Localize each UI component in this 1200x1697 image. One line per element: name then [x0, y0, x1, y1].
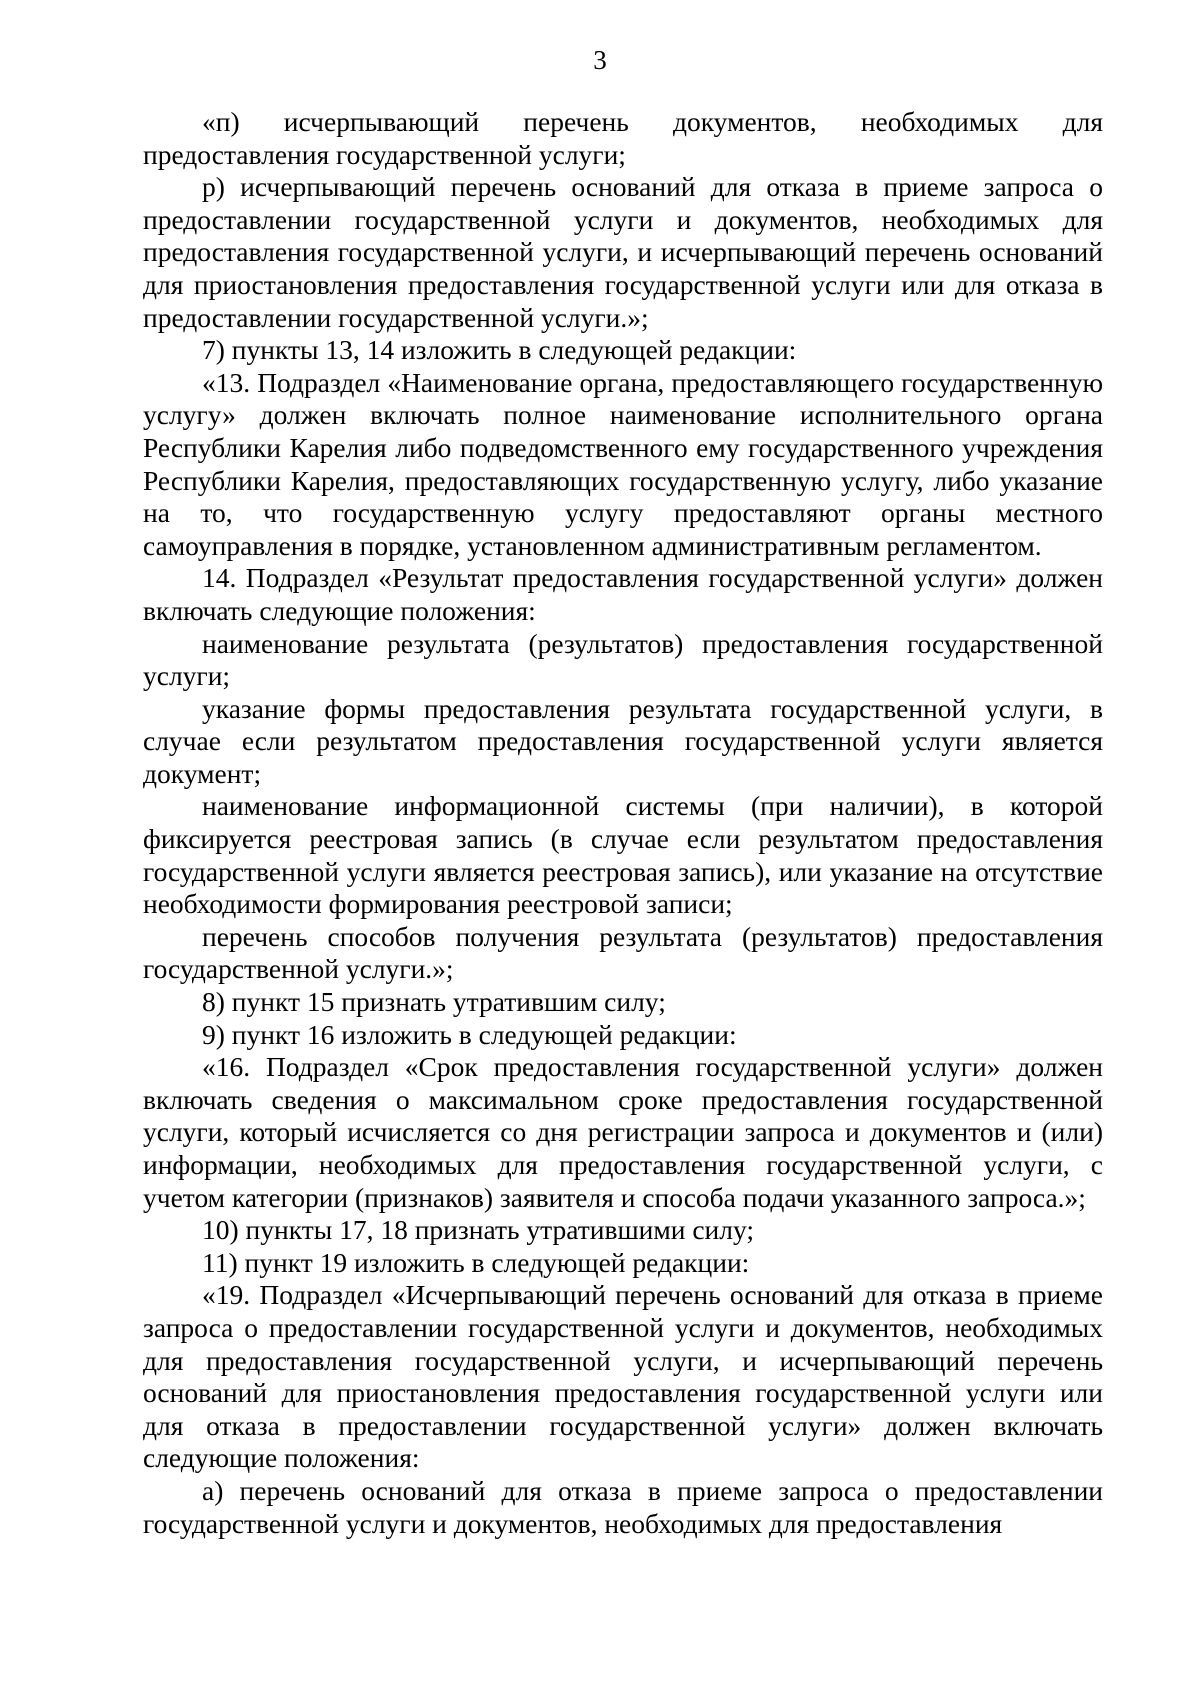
paragraph-item-7: 7) пункты 13, 14 изложить в следующей редакции:: [202, 334, 797, 366]
page-number: 3: [593, 45, 607, 75]
paragraph-item-11: 11) пункт 19 изложить в следующей редакции:: [202, 1246, 750, 1278]
paragraph-result-form: указание формы предоставления результата государственной услуги, в случае если результатом предоставления государственной услуги является документ;: [143, 692, 1103, 789]
paragraph-result-methods: перечень способов получения результата (результатов) предоставления государственной услуги.»;: [143, 920, 1103, 985]
paragraph-item-10: 10) пункты 17, 18 признать утратившими силу;: [202, 1214, 755, 1246]
paragraph-r-item: р) исчерпывающий перечень оснований для отказа в приеме запроса о предоставлении государственной услуги и документов, необходимых для предоставления государственной услуги, и исчерпывающий перечень оснований для приостановления предоставления государственной услуги или для отказа в предоставлении государственной услуги.»;: [143, 171, 1103, 333]
paragraph-a-item: а) перечень оснований для отказа в приеме запроса о предоставлении государственной услуги и документов, необходимых для предоставления: [143, 1474, 1103, 1539]
paragraph-item-8: 8) пункт 15 признать утратившим силу;: [202, 986, 666, 1018]
document-body: [143, 106, 1103, 1540]
paragraph-item-9: 9) пункт 16 изложить в следующей редакции:: [202, 1018, 737, 1050]
paragraph-result-name: наименование результата (результатов) предоставления государственной услуги;: [143, 627, 1103, 692]
paragraph-information-system: наименование информационной системы (при наличии), в которой фиксируется реестровая запись (в случае если результатом предоставления государственной услуги является реестровая запись), или указание на отсутствие необходимости формирования реестровой записи;: [143, 790, 1103, 920]
paragraph-point-16: «16. Подраздел «Срок предоставления государственной услуги» должен включать сведения о максимальном сроке предоставления государственной услуги, который исчисляется со дня регистрации запроса и документов и (или) информации, необходимых для предоставления государственной услуги, с учетом категории (признаков) заявителя и способа подачи указанного запроса.»;: [143, 1051, 1103, 1213]
paragraph-point-13: «13. Подраздел «Наименование органа, предоставляющего государственную услугу» должен включать полное наименование исполнительного органа Республики Карелия либо подведомственного ему государственного учреждения Республики Карелия, предоставляющих государственную услугу, либо указание на то, что государственную услугу предоставляют органы местного самоуправления в порядке, установленном административным регламентом.: [143, 366, 1103, 561]
paragraph-point-19: «19. Подраздел «Исчерпывающий перечень оснований для отказа в приеме запроса о предоставлении государственной услуги и документов, необходимых для предоставления государственной услуги, и исчерпывающий перечень оснований для приостановления предоставления государственной услуги или для отказа в предоставлении государственной услуги» должен включать следующие положения:: [143, 1279, 1103, 1474]
paragraph-point-14: 14. Подраздел «Результат предоставления государственной услуги» должен включать следующие положения:: [143, 562, 1103, 626]
paragraph-p-item: «п) исчерпывающий перечень документов, необходимых для предоставления государственной услуги;: [143, 106, 1103, 170]
